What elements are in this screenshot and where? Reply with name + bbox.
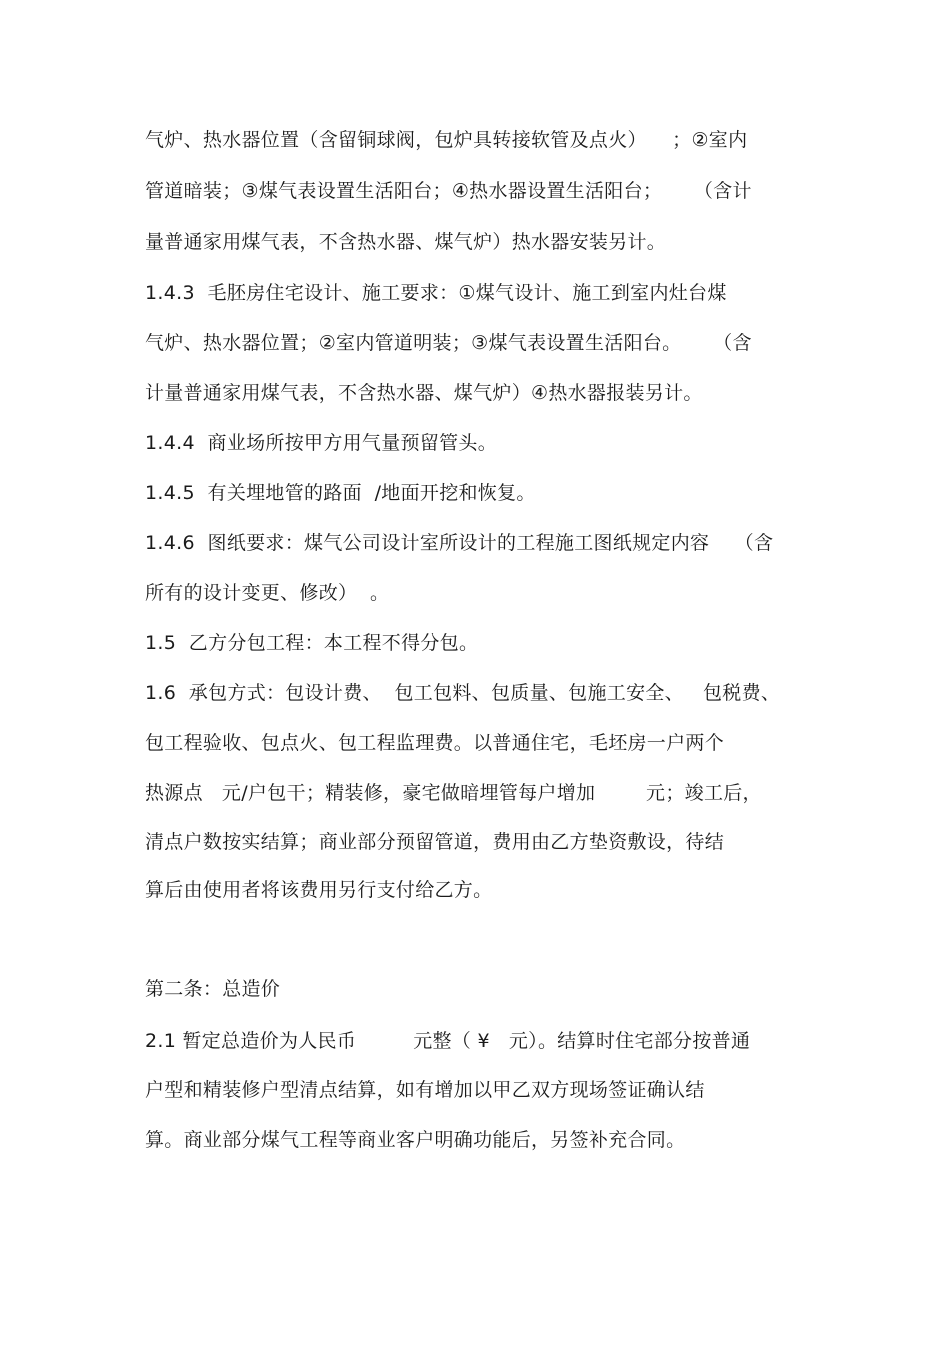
text-line-19: 户型和精装修户型清点结算，如有增加以甲乙双方现场签证确认结 [145,1079,705,1101]
text-line-15: 清点户数按实结算；商业部分预留管道，费用由乙方垫资敷设，待结 [145,831,725,853]
text-line-20: 算。商业部分煤气工程等商业客户明确功能后，另签补充合同。 [145,1129,686,1151]
clause-1-6: 1.6 承包方式：包设计费、 包工包料、包质量、包施工安全、 包税费、 [145,682,781,704]
text-line-1: 气炉、热水器位置（含留铜球阀，包炉具转接软管及点火） ；②室内 [145,129,748,151]
clause-1-4-5: 1.4.5 有关埋地管的路面 /地面开挖和恢复。 [145,482,536,504]
clause-1-4-4: 1.4.4 商业场所按甲方用气量预留管头。 [145,432,498,454]
text-line-13: 包工程验收、包点火、包工程监理费。以普通住宅，毛坯房一户两个 [145,732,725,754]
article-2-heading: 第二条：总造价 [145,978,281,1000]
text-line-14: 热源点 元/户包干；精装修，豪宅做暗埋管每户增加 元；竣工后， [145,782,762,804]
text-line-16: 算后由使用者将该费用另行支付给乙方。 [145,879,493,901]
clause-1-4-6: 1.4.6 图纸要求：煤气公司设计室所设计的工程施工图纸规定内容 （含 [145,532,774,554]
text-line-6: 计量普通家用煤气表，不含热水器、煤气炉）④热水器报装另计。 [145,382,703,404]
text-line-2: 管道暗装；③煤气表设置生活阳台；④热水器设置生活阳台； （含计 [145,180,752,202]
text-line-10: 所有的设计变更、修改） 。 [145,582,390,604]
clause-1-4-3: 1.4.3 毛胚房住宅设计、施工要求：①煤气设计、施工到室内灶台煤 [145,282,727,304]
clause-1-5: 1.5 乙方分包工程：本工程不得分包。 [145,632,479,654]
text-line-3: 量普通家用煤气表，不含热水器、煤气炉）热水器安装另计。 [145,231,667,253]
clause-2-1: 2.1 暂定总造价为人民币 元整（ ¥ 元）。结算时住宅部分按普通 [145,1030,751,1052]
text-line-5: 气炉、热水器位置；②室内管道明装；③煤气表设置生活阳台。 （含 [145,332,752,354]
